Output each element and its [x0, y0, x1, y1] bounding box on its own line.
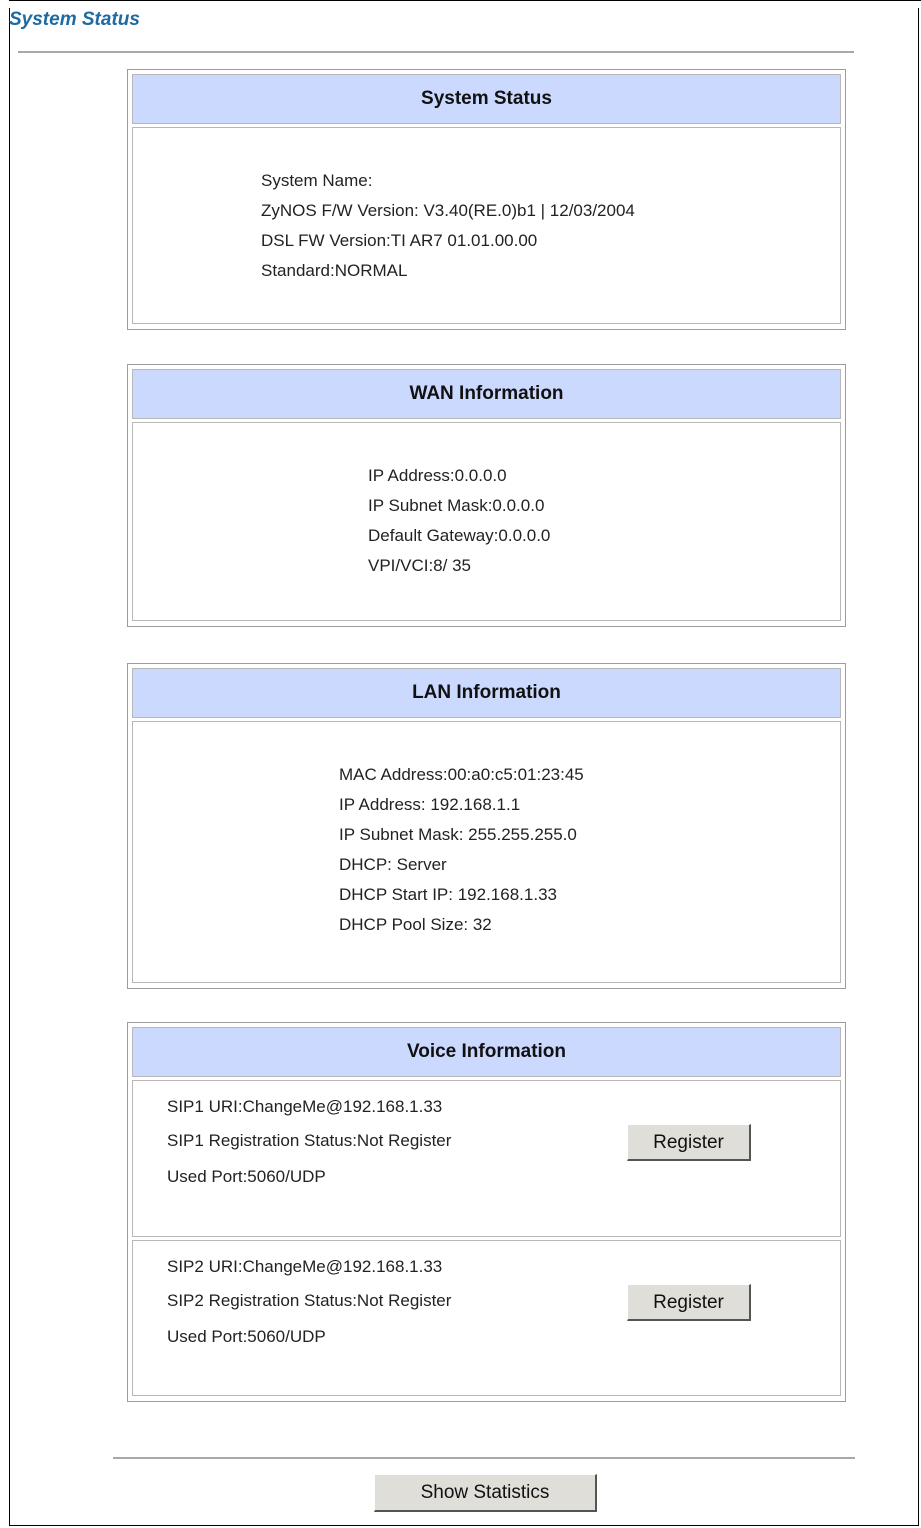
footer-divider: [113, 1457, 855, 1459]
sip2-registration-status: SIP2 Registration Status:Not Register: [167, 1291, 452, 1310]
sip1-used-port: Used Port:5060/UDP: [167, 1167, 326, 1186]
wan-information-heading: WAN Information: [132, 369, 841, 419]
lan-dhcp-mode: DHCP: Server: [339, 855, 447, 874]
sip1-section: [132, 1080, 841, 1237]
dsl-fw-version: DSL FW Version:TI AR7 01.01.00.00: [261, 231, 538, 250]
page-title: System Status: [9, 9, 140, 30]
wan-vpi-vci: VPI/VCI:8/ 35: [368, 556, 471, 575]
standard: Standard:NORMAL: [261, 261, 408, 280]
top-border: [9, 0, 921, 1]
lan-dhcp-pool-size: DHCP Pool Size: 32: [339, 915, 492, 934]
lan-dhcp-start-ip: DHCP Start IP: 192.168.1.33: [339, 885, 557, 904]
title-divider: [18, 51, 854, 53]
wan-ip-address: IP Address:0.0.0.0: [368, 466, 507, 485]
lan-subnet-mask: IP Subnet Mask: 255.255.255.0: [339, 825, 577, 844]
lan-information-panel: [127, 663, 846, 989]
sip1-register-button[interactable]: Register: [627, 1124, 751, 1161]
lan-information-heading: LAN Information: [132, 668, 841, 718]
lan-mac-address: MAC Address:00:a0:c5:01:23:45: [339, 765, 584, 784]
system-status-heading: System Status: [132, 74, 841, 124]
system-name: System Name:: [261, 171, 373, 190]
system-status-body: [132, 127, 841, 324]
sip2-used-port: Used Port:5060/UDP: [167, 1327, 326, 1346]
wan-information-panel: [127, 364, 846, 627]
system-status-panel: [127, 69, 846, 330]
sip1-registration-status: SIP1 Registration Status:Not Register: [167, 1131, 452, 1150]
sip2-register-button[interactable]: Register: [627, 1284, 751, 1321]
sip1-uri: SIP1 URI:ChangeMe@192.168.1.33: [167, 1097, 443, 1116]
show-statistics-button[interactable]: Show Statistics: [374, 1474, 597, 1512]
wan-information-body: [132, 422, 841, 621]
wan-subnet-mask: IP Subnet Mask:0.0.0.0: [368, 496, 545, 515]
zynos-fw-version: ZyNOS F/W Version: V3.40(RE.0)b1 | 12/03/2004: [261, 201, 635, 220]
sip2-section: [132, 1240, 841, 1396]
voice-information-heading: Voice Information: [132, 1027, 841, 1077]
voice-information-panel: [127, 1022, 846, 1402]
lan-information-body: [132, 721, 841, 983]
wan-default-gateway: Default Gateway:0.0.0.0: [368, 526, 551, 545]
sip2-uri: SIP2 URI:ChangeMe@192.168.1.33: [167, 1257, 443, 1276]
lan-ip-address: IP Address: 192.168.1.1: [339, 795, 521, 814]
